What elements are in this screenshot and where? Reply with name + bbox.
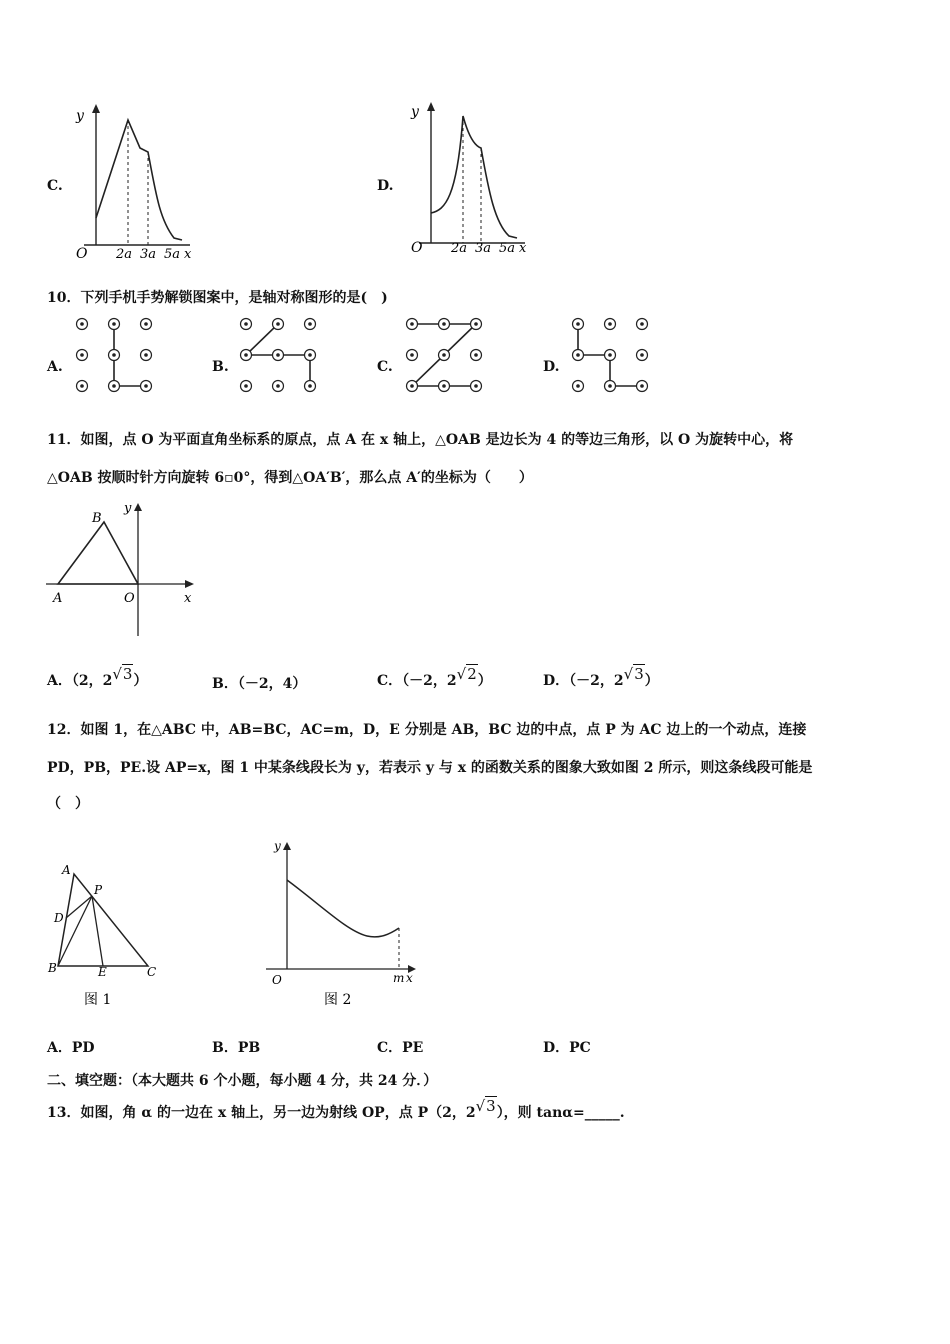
q12f2-caption: 图 2 — [324, 992, 352, 1008]
q9c-tick-3a: 3a — [140, 247, 157, 262]
q9d-tick-2a: 2a — [451, 241, 468, 256]
q13-stem — [47, 1097, 625, 1122]
q12-option-d: D．PC — [543, 1040, 591, 1056]
q10-option-a-label: A. — [47, 359, 63, 375]
q11-label-o: O — [124, 591, 135, 606]
q13-stem-post: ），则 tanα=_____. — [496, 1105, 625, 1121]
q12-stem-line2: PD，PB，PE.设 AP=x，图 1 中某条线段长为 y，若表示 y 与 x 的函数关系的图象大致如图 2 所示，则这条线段可能是 — [47, 760, 813, 776]
q10-stem: 10．下列手机手势解锁图案中，是轴对称图形的是( ) — [47, 290, 388, 306]
q9c-tick-5a: 5a — [164, 247, 181, 262]
q13-stem-pre: 13．如图，角 α 的一边在 x 轴上，另一边为射线 OP，点 P（2，2 — [47, 1105, 476, 1121]
q12-figure-2 — [262, 836, 422, 1013]
q10-option-b-label: B. — [212, 359, 229, 375]
q11-option-a-text: A．（2，2 — [47, 673, 113, 689]
q12f1-caption: 图 1 — [84, 992, 112, 1008]
q11-label-y: y — [124, 501, 132, 516]
q9-graph-c — [70, 100, 200, 262]
q11-option-a-close: ） — [133, 673, 148, 689]
q11-option-a — [47, 665, 148, 690]
section-2-heading: 二、填空题：（本大题共 6 个小题，每小题 4 分，共 24 分．） — [47, 1073, 438, 1089]
q10-pattern-d — [566, 314, 658, 398]
q11-stem-line2: △OAB 按顺时针方向旋转 6▫0°，得到△OA′B′，那么点 A′的坐标为（ ） — [47, 470, 533, 486]
q12-figure-1 — [44, 858, 169, 1013]
q12-option-b: B．PB — [212, 1040, 261, 1056]
q12-option-a: A．PD — [47, 1040, 95, 1056]
q9c-y-label: y — [76, 108, 84, 124]
q11-option-c-close: ） — [477, 673, 492, 689]
q11-option-d-radicand: 3 — [634, 665, 644, 683]
q12f1-label-p: P — [94, 883, 103, 897]
q9d-y-label: y — [411, 104, 419, 120]
q12f1-label-d: D — [54, 911, 64, 925]
q10-option-d-label: D. — [543, 359, 560, 375]
q11-label-a: A — [53, 591, 63, 606]
q11-label-b: B — [92, 511, 102, 526]
q11-stem-line1: 11．如图，点 O 为平面直角坐标系的原点，点 A 在 x 轴上，△OAB 是边长为 4 的等边三角形，以 O 为旋转中心，将 — [47, 432, 794, 448]
q12f2-label-o: O — [272, 973, 282, 987]
q12f2-label-m: m — [393, 971, 405, 985]
q12-stem-line1: 12．如图 1，在△ABC 中，AB=BC，AC=m，D，E 分别是 AB，BC 边的中点，点 P 为 AC 边上的一个动点，连接 — [47, 722, 807, 738]
q12-stem-line3: （ ） — [47, 796, 89, 812]
sqrt-sign-icon: √2 — [456, 665, 477, 683]
q9-option-d-label: D. — [377, 178, 394, 194]
q11-figure — [44, 496, 196, 642]
q9d-tick-3a: 3a — [475, 241, 492, 256]
q12f1-label-b: B — [48, 961, 57, 975]
q13-radicand: 3 — [486, 1097, 496, 1115]
q11-option-c-radicand: 2 — [467, 665, 477, 683]
q10-pattern-c — [400, 314, 492, 398]
q11-option-c-text: C．（－2，2 — [377, 673, 457, 689]
q9d-tick-5a: 5a — [499, 241, 516, 256]
q9c-x-label: x — [184, 247, 192, 262]
q11-option-d — [543, 665, 659, 690]
q9c-tick-2a: 2a — [116, 247, 133, 262]
q12f1-label-e: E — [98, 965, 107, 979]
q12f2-label-y: y — [274, 839, 281, 853]
q9d-x-label: x — [519, 241, 527, 256]
q9-graph-d — [405, 98, 535, 260]
q12f1-label-a: A — [62, 863, 71, 877]
q11-option-a-radicand: 3 — [122, 665, 133, 683]
sqrt-sign-icon: √3 — [475, 1097, 496, 1115]
q11-label-x: x — [184, 591, 192, 606]
q12-option-c: C．PE — [377, 1040, 424, 1056]
sqrt-sign-icon: √3 — [623, 665, 644, 683]
q11-option-c — [377, 665, 492, 690]
q11-option-b: B．（－2，4） — [212, 676, 307, 692]
q12f1-label-c: C — [147, 965, 157, 979]
q12f2-label-x: x — [406, 971, 413, 985]
sqrt-sign-icon: √3 — [112, 665, 133, 683]
q9-option-c-label: C. — [47, 178, 63, 194]
q11-option-d-text: D．（－2，2 — [543, 673, 624, 689]
q11-option-d-close: ） — [644, 673, 659, 689]
q9d-origin-label: O — [411, 240, 423, 256]
q10-pattern-b — [234, 314, 326, 398]
q10-option-c-label: C. — [377, 359, 393, 375]
q9c-origin-label: O — [76, 246, 88, 262]
q10-pattern-a — [70, 314, 162, 398]
